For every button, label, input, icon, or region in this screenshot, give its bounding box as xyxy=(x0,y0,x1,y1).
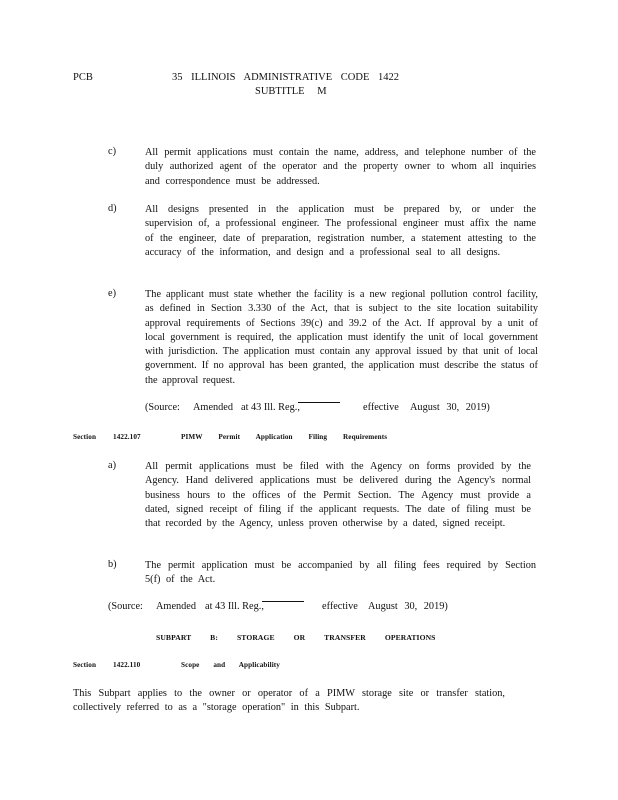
item-d-text xyxy=(145,203,536,260)
header-agency: PCB xyxy=(73,72,93,83)
item-b-text xyxy=(145,559,536,588)
section-heading-1422-107 xyxy=(73,433,473,443)
item-e-body: The applicant must state whether the facility is a new regional pollution control facility, as defined in Section 3.330 of the Act, that is subject to the site location suitability approval requirements of Sections 39(c) and 39.2 of the Act. If approval by a unit of local government is required, the application must identify the unit of local government with jurisdiction. The application must contain any approval issued by that unit of local government. If no approval has been granted, the application must describe the status of the approval request. xyxy=(145,289,538,386)
source-label: (Source: xyxy=(108,601,143,612)
section-number: 1422.107 xyxy=(113,433,141,441)
section-word: Section xyxy=(73,433,97,441)
item-d-label: d) xyxy=(108,203,117,214)
item-c-text xyxy=(145,146,536,189)
source-register-text: at 43 Ill. Reg. xyxy=(241,402,298,413)
item-e-text xyxy=(145,288,538,388)
section-word: Section xyxy=(73,661,97,669)
source-date: August 30, 2019) xyxy=(368,601,448,612)
source-effective: effective xyxy=(363,402,399,413)
source-register: at 43 Ill. Reg. , xyxy=(241,402,300,413)
section-title: Scope and Applicability xyxy=(181,661,280,669)
source-date: August 30, 2019) xyxy=(410,402,490,413)
source-register-blank xyxy=(298,402,340,403)
source-effective: effective xyxy=(322,601,358,612)
source-amended: Amended xyxy=(156,601,197,612)
source-amended: Amended xyxy=(193,402,234,413)
item-b-body: The permit application must be accompanied by all filing fees required by Section 5(f) of the Act. xyxy=(145,560,536,586)
item-c-label: c) xyxy=(108,146,116,157)
source-register: at 43 Ill. Reg. , xyxy=(205,601,264,612)
item-a-text xyxy=(145,460,531,531)
source-label: (Source: xyxy=(145,402,180,413)
header-subtitle: SUBTITLE M xyxy=(255,86,327,97)
item-d-body: All designs presented in the application must be prepared by, or under the supervision of, a professional engineer. The professional engineer must affix the name of the engineer, date of preparation, registration number, a statement attesting to the accuracy of the information, and design and a professional seal to all designs. xyxy=(145,204,536,258)
item-a-body: All permit applications must be filed with the Agency on forms provided by the Agency. Hand delivered applications must be delivered during the Agency's normal business hours to the offices of the Permit Section. The Agency must provide a dated, signed receipt of filing if the applicant requests. The date of filing must be that recorded by the Agency, unless proven otherwise by a dated, signed receipt. xyxy=(145,461,531,530)
header-title: 35 ILLINOIS ADMINISTRATIVE CODE 1422 xyxy=(172,72,399,83)
subpart-heading: SUBPART B: STORAGE OR TRANSFER OPERATIONS xyxy=(156,633,436,642)
source-register-blank xyxy=(262,601,304,602)
closing-paragraph: This Subpart applies to the owner or operator of a PIMW storage site or transfer station, collectively referred to as a "storage operation" in this Subpart. xyxy=(73,688,505,714)
source-note-2 xyxy=(108,601,508,615)
section-heading-1422-110 xyxy=(73,661,373,671)
section-title: PIMW Permit Application Filing Requirements xyxy=(181,433,388,441)
item-c-body: All permit applications must contain the name, address, and telephone number of the duly authorized agent of the operator and the property owner to whom all inquiries and correspondence must be addressed. xyxy=(145,147,536,187)
item-b-label: b) xyxy=(108,559,117,570)
source-note-1 xyxy=(145,402,545,416)
item-a-label: a) xyxy=(108,460,116,471)
source-register-text: at 43 Ill. Reg. xyxy=(205,601,262,612)
section-number: 1422.110 xyxy=(113,661,141,669)
item-e-label: e) xyxy=(108,288,116,299)
